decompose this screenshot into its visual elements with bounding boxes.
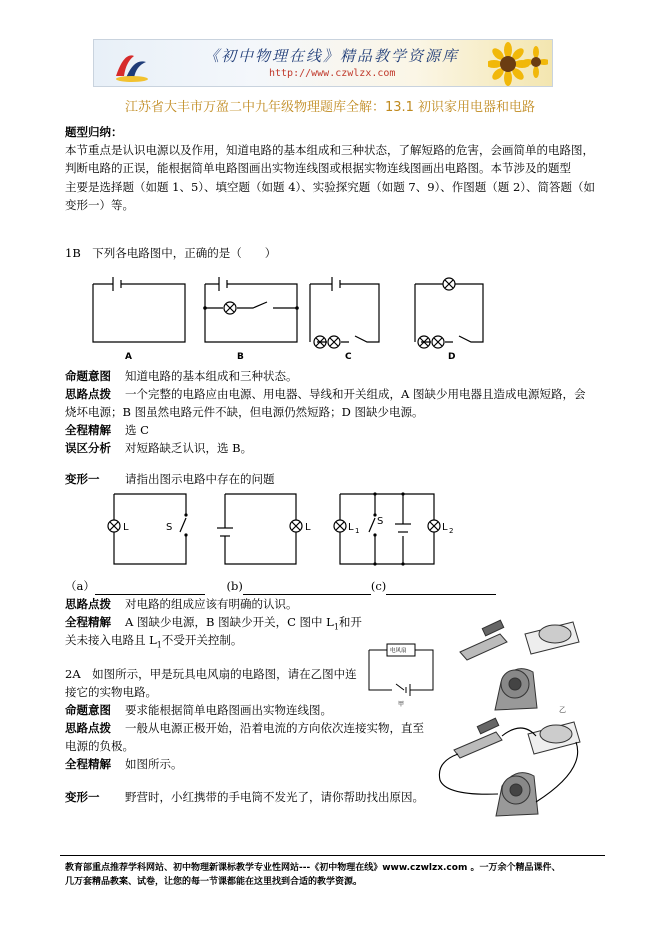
v1-answer-1c: 和开 [338,615,362,629]
intro-line-1: 本节重点是认识电源以及作用，知道电路的基本组成和三种状态，了解短路的危害，会画简单的电路图， [65,143,594,157]
banner-url[interactable]: http://www.czwlzx.com [269,68,396,79]
q1-answer-text: 选 C [125,423,149,437]
q2-answer-figure [436,710,586,832]
q1-intent-label: 命题意图 [65,369,111,383]
v1-answer-2 [65,631,242,654]
v1-blank-c-label: (c) [370,579,387,593]
q2-intent-label: 命题意图 [65,703,111,717]
v1-circuits-svg [100,492,460,572]
v1-blanks [65,577,496,595]
v1-fig-c-switch: S [377,516,384,527]
site-logo-icon [112,46,152,84]
q1-tips-label: 思路点拨 [65,387,111,401]
footer [65,861,560,889]
q1-answer-label: 全程精解 [65,423,111,437]
q2-answer-label: 全程精解 [65,757,111,771]
v1-stem [65,470,275,488]
v1-blank-b[interactable] [243,583,371,595]
q2-tips-1: 一般从电源正极开始，沿着电流的方向依次连接实物，直至 [125,721,424,735]
v1-tips-text: 对电路的组成应该有明确的认识。 [125,597,298,611]
q2-intent-text: 要求能根据简单电路图画出实物连线图。 [125,703,332,717]
v2-stem-text: 野营时，小红携带的手电筒不发光了，请你帮助找出原因。 [125,790,424,804]
v1-stem-text: 请指出图示电路中存在的问题 [125,472,275,486]
q1-label-d: D [448,352,456,362]
q2-tips [65,719,424,737]
footer-divider [60,855,605,856]
q1-circuits-svg [85,274,485,366]
sunflower-icon [488,42,548,86]
v1-fig-c-lamp2-sub: 2 [449,527,454,535]
header-banner [93,39,553,87]
q2-answer [65,755,183,773]
intro-line-4: 变形一）等。 [65,198,134,212]
q2-stem-1: 2A 如图所示，甲是玩具电风扇的电路图，请在乙图中连 [65,667,357,681]
q2-answer-photo [436,710,586,828]
v2-stem [65,788,424,806]
q1-label-c: C [345,352,352,362]
q1-tips [65,385,585,403]
q1-label-a: A [125,352,132,362]
page-title: 江苏省大丰市万盈二中九年级物理题库全解：13.1 初识家用电器和电路 [124,100,536,115]
v1-blank-a[interactable] [95,583,205,595]
q2-device-photo-top [455,612,585,724]
v1-blank-c[interactable] [386,583,496,595]
q2-figure-jia [366,640,436,712]
q1-error [65,439,252,457]
v1-answer-label: 全程精解 [65,615,111,629]
q2-stem-2: 接它的实物电路。 [65,685,157,699]
q2-tips-2: 电源的负极。 [65,739,134,753]
v1-fig-b-lamp: L [305,522,311,533]
v1-tips [65,595,298,613]
v1-fig-a-lamp: L [123,522,129,533]
intro-line-3: 主要是选择题（如题 1、5）、填空题（如题 4）、实验探究题（如题 7、9）、作图题（题 2）、简答题（如 [65,180,596,194]
v1-fig-c-lamp1: L [348,522,354,533]
v2-label: 变形一 [65,790,100,804]
v1-answer-2c: 不受开关控制。 [161,633,243,647]
q2-yi-top-label: 乙 [559,706,566,714]
q1-circuit-figures [85,274,485,366]
q1-answer [65,421,149,439]
q1-tips-2: 烧坏电源；B 图虽然电路元件不缺，但电源仍然短路；D 图缺少电源。 [65,405,424,419]
v1-answer-2a: 关未接入电路且 L [65,633,157,647]
v1-blank-a-label: （a） [65,579,95,593]
q2-tips-label: 思路点拨 [65,721,111,735]
v1-fig-a-switch: S [166,522,173,533]
v1-answer-1a: A 图缺少电源，B 图缺少开关，C 图中 L [125,615,334,629]
v1-answer-1b: 1 [333,622,339,632]
q2-intent [65,701,332,719]
q1-intent [65,367,298,385]
v1-label: 变形一 [65,472,100,486]
q2-jia-svg [366,640,436,708]
banner-title: 《初中物理在线》精品教学资源库 [204,47,460,65]
footer-line-2: 几万套精品教案、试卷，让您的每一节课都能在这里找到合适的教学资源。 [65,877,363,887]
q1-label-b: B [237,352,244,362]
v1-fig-c-lamp2: L [442,522,448,533]
q1-stem: 1B 下列各电路图中，正确的是（ ） [65,246,277,260]
q1-error-text: 对短路缺乏认识，选 B。 [125,441,253,455]
q1-intent-text: 知道电路的基本组成和三种状态。 [125,369,298,383]
v1-blank-b-label: (b) [226,579,243,593]
q1-tips-1: 一个完整的电路应由电源、用电器、导线和开关组成，A 图缺少用电器且造成电源短路，会 [125,387,586,401]
intro-line-2: 判断电路的正误，能根据简单电路图画出实物连线图或根据实物连线图画出电路图。本节涉及的题型 [65,161,571,175]
footer-line-1: 教育部重点推荐学科网站、初中物理新课标教学专业性网站---《初中物理在线》www.czwlzx.com 。一万余个精品课件、 [65,863,561,873]
q1-error-label: 误区分析 [65,441,111,455]
q2-motor-label: 电风扇 [390,648,407,654]
q2-jia-label: 甲 [398,701,405,708]
v1-tips-label: 思路点拨 [65,597,111,611]
v1-circuit-figures [100,492,460,572]
v1-answer-2b: 1 [156,640,162,650]
q2-answer-text: 如图所示。 [125,757,183,771]
intro-heading: 题型归纳： [65,125,123,139]
v1-fig-c-lamp1-sub: 1 [355,527,360,535]
